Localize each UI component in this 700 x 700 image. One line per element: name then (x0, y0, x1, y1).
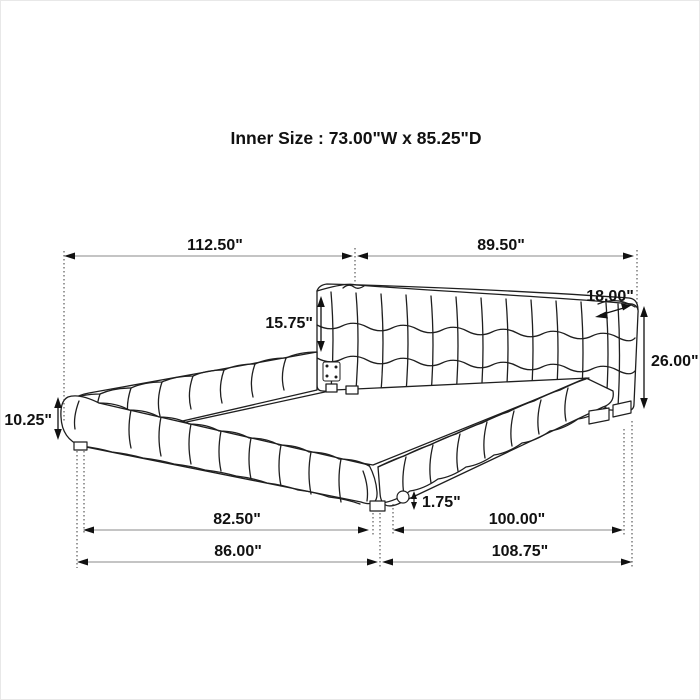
dim-bottom-inner-left (83, 511, 369, 534)
arrow-left-icon (77, 559, 88, 566)
dim-label-rail-height: 10.25" (4, 412, 52, 429)
arrow-right-icon (342, 253, 353, 260)
dim-bottom-inner-right (393, 511, 623, 534)
dim-top-left-span (64, 237, 353, 260)
arrow-left-icon (393, 527, 404, 534)
dim-label-headboard-depth: 18.00" (586, 288, 634, 305)
dim-headboard-above-platform (265, 296, 324, 352)
arrow-down-icon (411, 502, 417, 510)
mounting-bracket (323, 362, 340, 381)
dim-label-leg-height: 1.75" (422, 494, 461, 511)
arrow-right-icon (623, 253, 634, 260)
arrow-left-icon (382, 559, 393, 566)
inner-size-title: Inner Size : 73.00"W x 85.25"D (230, 128, 482, 148)
arrow-up-icon (54, 397, 62, 408)
arrow-left-icon (83, 527, 94, 534)
dim-headboard-total-height (640, 306, 698, 409)
arrow-right-icon (621, 559, 632, 566)
dim-label-bottom-inner-left: 82.50" (213, 511, 261, 528)
dim-platform-rail-height (4, 397, 61, 440)
dim-top-right-span (357, 237, 634, 260)
arrow-down-icon (54, 429, 62, 440)
dim-bottom-outer-right (382, 543, 632, 566)
dim-label-headboard-above: 15.75" (265, 315, 313, 332)
dim-label-bottom-inner-right: 100.00" (488, 511, 546, 528)
dim-label-top-right: 89.50" (477, 237, 525, 254)
dim-label-bottom-outer-right: 108.75" (491, 543, 549, 560)
dim-label-bottom-outer-left: 86.00" (214, 543, 262, 560)
arrow-left-icon (64, 253, 75, 260)
arrow-left-icon (357, 253, 368, 260)
arrow-right-icon (367, 559, 378, 566)
arrow-right-icon (612, 527, 623, 534)
arrow-down-icon (640, 398, 648, 409)
dim-bottom-outer-left (77, 543, 378, 566)
dim-label-top-left: 112.50" (187, 237, 243, 254)
dim-label-headboard-height: 26.00" (651, 353, 699, 370)
bed-diagram-svg (1, 1, 700, 700)
arrow-right-icon (358, 527, 369, 534)
arrow-up-icon (640, 306, 648, 317)
